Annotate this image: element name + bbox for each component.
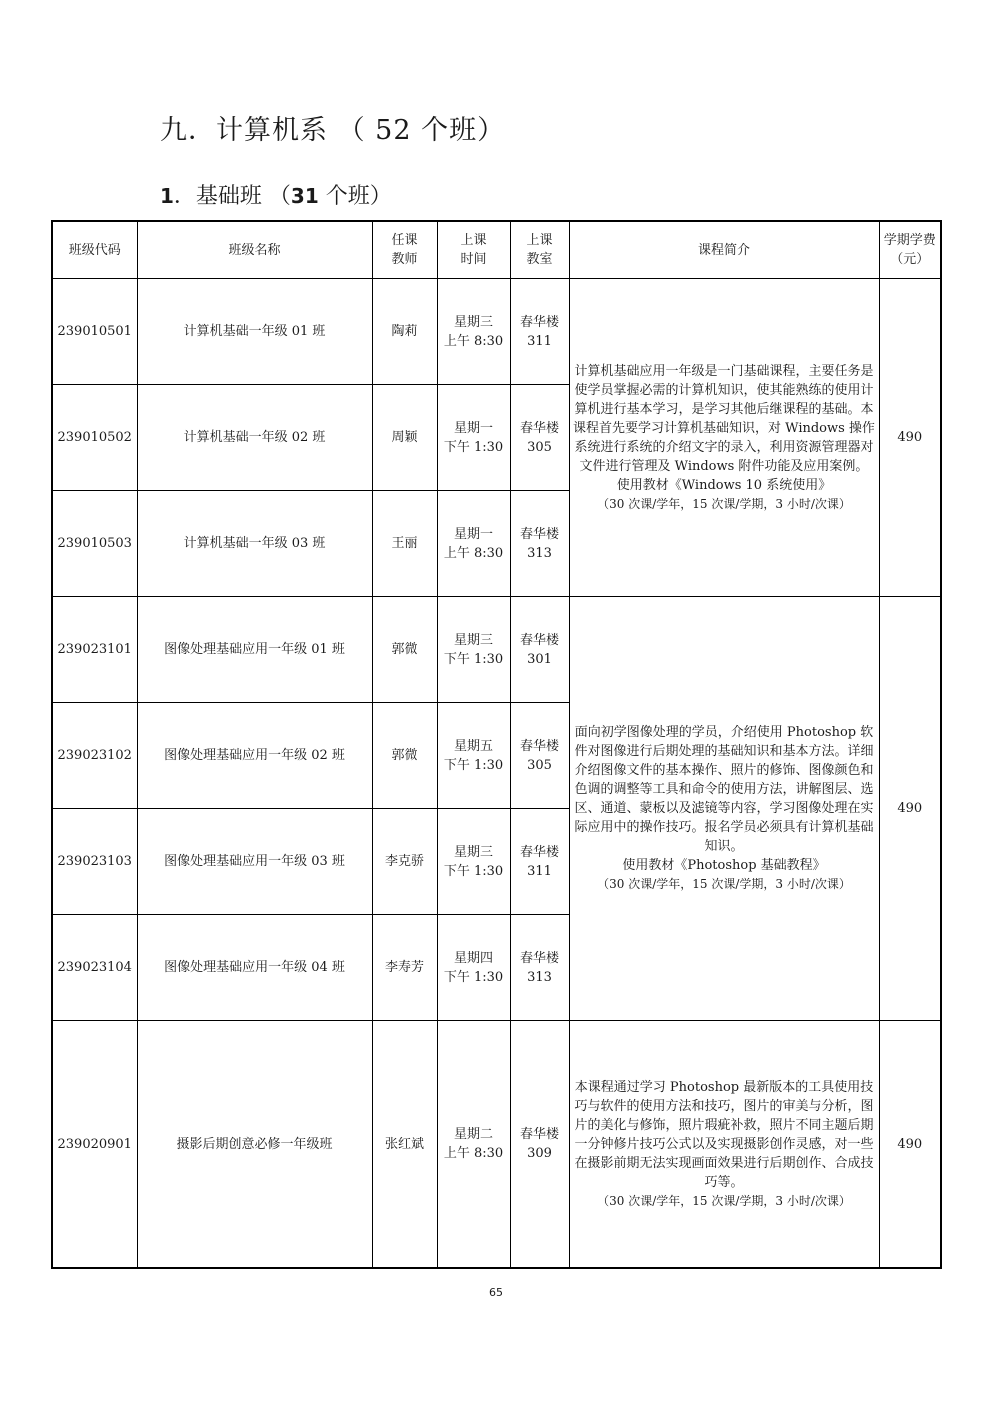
class-time: 星期三 下午 1:30 (437, 597, 510, 703)
table-row (52, 279, 941, 385)
header-course-intro: 课程简介 (569, 221, 879, 279)
class-time: 星期三 下午 1:30 (437, 809, 510, 915)
teacher: 张红斌 (372, 1021, 437, 1269)
class-name: 图像处理基础应用一年级 04 班 (137, 915, 372, 1021)
table-row (52, 597, 941, 703)
course-description: 计算机基础应用一年级是一门基础课程，主要任务是使学员掌握必需的计算机知识，使其能熟练的使用计算机进行基本学习，是学习其他后继课程的基础。本课程首先要学习计算机基础知识，对 Windows 操作系统进行系统的介绍文字的录入，利用资源管理器对文件进行管理及 Windows 附件功能及应用案例。 使用教材《Windows 10 系统使用》 （30 次课/学年，15 次课/学期，3 小时/次课） (569, 279, 879, 597)
header-class-name: 班级名称 (137, 221, 372, 279)
class-name: 图像处理基础应用一年级 02 班 (137, 703, 372, 809)
header-fee: 学期学费 （元） (879, 221, 941, 279)
class-name: 摄影后期创意必修一年级班 (137, 1021, 372, 1269)
classroom: 春华楼 311 (510, 809, 569, 915)
table-header-row (52, 221, 941, 279)
subsection-count: 31 (290, 184, 319, 208)
class-name: 图像处理基础应用一年级 01 班 (137, 597, 372, 703)
classroom: 春华楼 313 (510, 491, 569, 597)
semester-fee: 490 (879, 1021, 941, 1269)
teacher: 李克骄 (372, 809, 437, 915)
classroom: 春华楼 309 (510, 1021, 569, 1269)
course-description: 本课程通过学习 Photoshop 最新版本的工具使用技巧与软件的使用方法和技巧，图片的审美与分析，图片的美化与修饰，照片瑕疵补救，照片不同主题后期一分钟修片技巧公式以及实现摄影创作灵感，对一些在摄影前期无法实现画面效果进行后期创作、合成技巧等。 （30 次课/学年，15 次课/学期，3 小时/次课） (569, 1021, 879, 1269)
class-code: 239023101 (52, 597, 137, 703)
semester-fee: 490 (879, 279, 941, 597)
header-class-code: 班级代码 (52, 221, 137, 279)
class-name: 计算机基础一年级 01 班 (137, 279, 372, 385)
class-time: 星期三 上午 8:30 (437, 279, 510, 385)
class-name: 计算机基础一年级 03 班 (137, 491, 372, 597)
teacher: 陶莉 (372, 279, 437, 385)
class-code: 239023104 (52, 915, 137, 1021)
class-code: 239023103 (52, 809, 137, 915)
section-heading: 九．计算机系 （ 52 个班） (160, 115, 506, 146)
classroom: 春华楼 313 (510, 915, 569, 1021)
teacher: 李寿芳 (372, 915, 437, 1021)
class-code: 239023102 (52, 703, 137, 809)
teacher: 郭微 (372, 703, 437, 809)
class-name: 计算机基础一年级 02 班 (137, 385, 372, 491)
class-code: 239010503 (52, 491, 137, 597)
teacher: 王丽 (372, 491, 437, 597)
class-time: 星期一 下午 1:30 (437, 385, 510, 491)
page-number: 65 (489, 1286, 503, 1299)
course-description: 面向初学图像处理的学员，介绍使用 Photoshop 软件对图像进行后期处理的基础知识和基本方法。详细介绍图像文件的基本操作、照片的修饰、图像颜色和色调的调整等工具和命令的使用方法，讲解图层、选区、通道、蒙板以及滤镜等内容，学习图像处理在实际应用中的操作技巧。报名学员必须具有计算机基础知识。 使用教材《Photoshop 基础教程》 （30 次课/学年，15 次课/学期，3 小时/次课） (569, 597, 879, 1021)
class-schedule-table (51, 220, 942, 1269)
subsection-heading (160, 179, 392, 210)
table-row (52, 1021, 941, 1269)
class-time: 星期一 上午 8:30 (437, 491, 510, 597)
class-time: 星期五 下午 1:30 (437, 703, 510, 809)
subsection-number: 1 (160, 184, 174, 208)
header-room: 上课 教室 (510, 221, 569, 279)
semester-fee: 490 (879, 597, 941, 1021)
class-code: 239020901 (52, 1021, 137, 1269)
class-code: 239010501 (52, 279, 137, 385)
classroom: 春华楼 305 (510, 703, 569, 809)
classroom: 春华楼 301 (510, 597, 569, 703)
teacher: 周颖 (372, 385, 437, 491)
header-time: 上课 时间 (437, 221, 510, 279)
class-name: 图像处理基础应用一年级 03 班 (137, 809, 372, 915)
class-code: 239010502 (52, 385, 137, 491)
header-teacher: 任课 教师 (372, 221, 437, 279)
class-time: 星期二 上午 8:30 (437, 1021, 510, 1269)
class-time: 星期四 下午 1:30 (437, 915, 510, 1021)
classroom: 春华楼 311 (510, 279, 569, 385)
subsection-title: ．基础班 （ (173, 184, 291, 209)
subsection-suffix: 个班） (318, 184, 392, 209)
classroom: 春华楼 305 (510, 385, 569, 491)
teacher: 郭微 (372, 597, 437, 703)
